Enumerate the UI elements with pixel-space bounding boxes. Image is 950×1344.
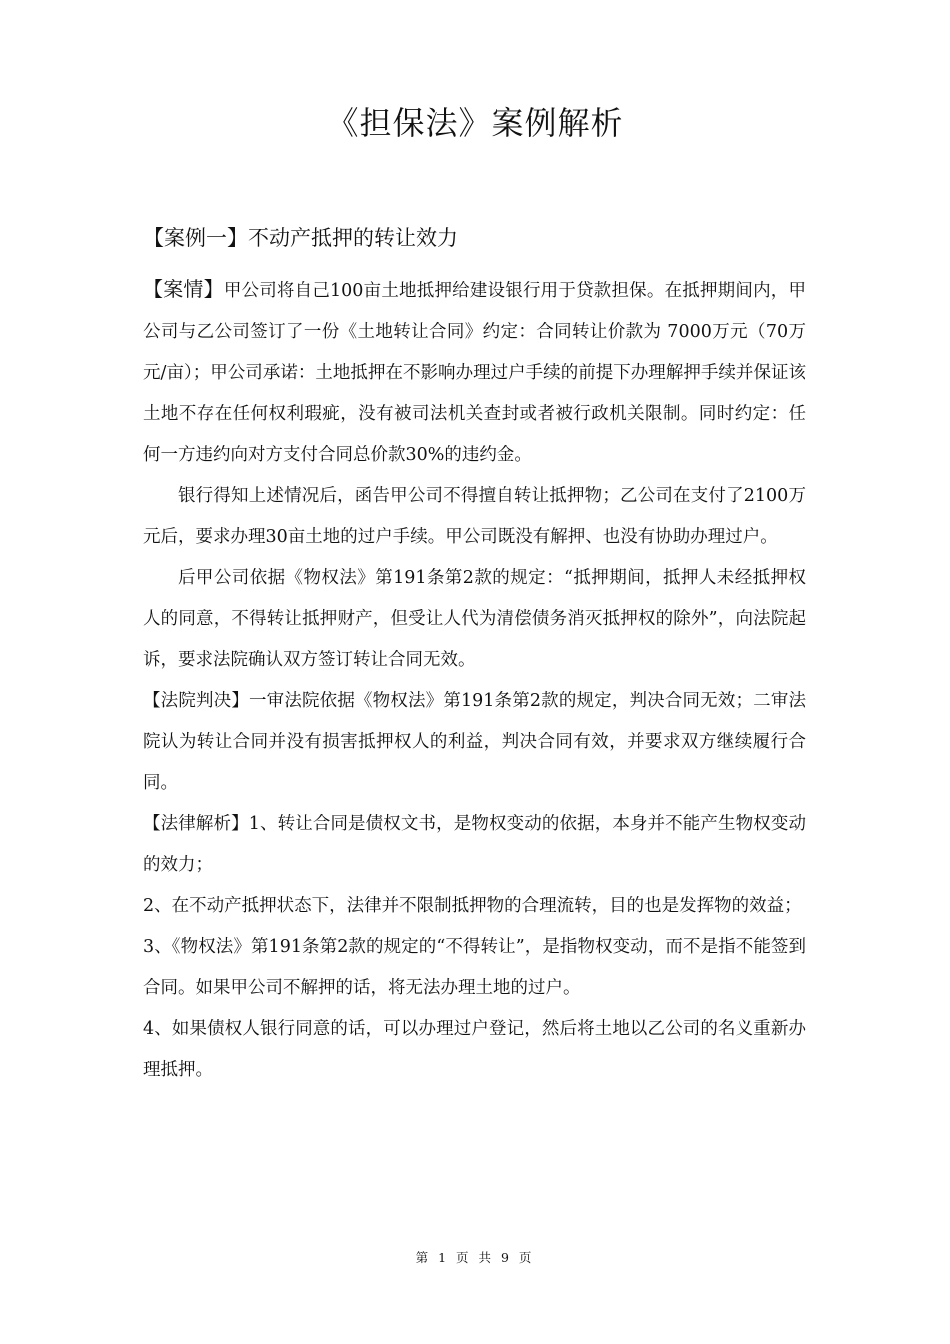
- analysis-label: 【法律解析】: [143, 814, 249, 834]
- page-number-footer: 第 1 页 共 9 页: [415, 1250, 535, 1265]
- facts-paragraph-2: 银行得知上述情况后，函告甲公司不得擅自转让抵押物；乙公司在支付了2100万元后，要求办理30亩土地的过户手续。甲公司既没有解押、也没有协助办理过户。: [143, 486, 806, 547]
- document-body: [143, 269, 806, 1091]
- facts-paragraph-3: 后甲公司依据《物权法》第191条第2款的规定：“抵押期间，抵押人未经抵押权人的同意，不得转让抵押财产，但受让人代为清偿债务消灭抵押权的除外”，向法院起诉，要求法院确认双方签订转让合同无效。: [143, 568, 806, 670]
- judgment-paragraph: [143, 681, 806, 804]
- facts-text: 甲公司将自己100亩土地抵押给建设银行用于贷款担保。在抵押期间内，甲公司与乙公司签订了一份《土地转让合同》约定：合同转让价款为 7000万元（70万元/亩）；甲公司承诺：土地抵押在不影响办理过户手续的前提下办理解押手续并保证该土地不存在任何权利瑕疵，没有被司法机关查封或者被行政机关限制。同时约定：任何一方违约向对方支付合同总价款30%的违约金。: [143, 281, 806, 465]
- analysis-item-2: 2、在不动产抵押状态下，法律并不限制抵押物的合理流转，目的也是发挥物的效益；: [143, 896, 802, 916]
- facts-paragraph: [143, 269, 806, 476]
- analysis-item-3: 3、《物权法》第191条第2款的规定的“不得转让”，是指物权变动，而不是指不能签到合同。如果甲公司不解押的话，将无法办理土地的过户。: [143, 937, 806, 998]
- case-heading: 【案例一】不动产抵押的转让效力: [143, 226, 458, 250]
- judgment-label: 【法院判决】: [143, 691, 249, 711]
- document-title: 《担保法》案例解析: [326, 104, 624, 142]
- analysis-paragraph-1: [143, 804, 806, 886]
- judgment-text: 一审法院依据《物权法》第191条第2款的规定，判决合同无效；二审法院认为转让合同并没有损害抵押权人的利益，判决合同有效，并要求双方继续履行合同。: [143, 691, 806, 793]
- facts-label: 【案情】: [143, 277, 224, 301]
- analysis-item-4: 4、如果债权人银行同意的话，可以办理过户登记，然后将土地以乙公司的名义重新办理抵押。: [143, 1019, 806, 1080]
- analysis-item-1: 1、转让合同是债权文书，是物权变动的依据，本身并不能产生物权变动的效力；: [143, 814, 807, 875]
